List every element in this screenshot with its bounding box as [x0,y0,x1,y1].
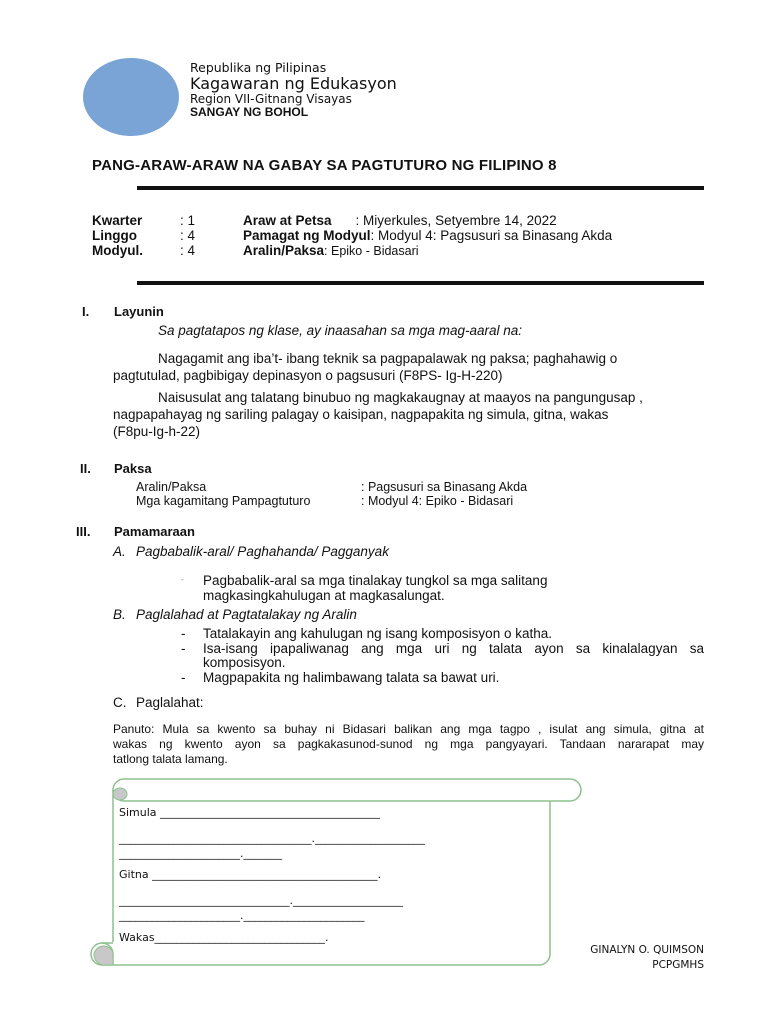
title-rule [137,186,704,190]
objective-1-line-1: Nagagamit ang iba’t- ibang teknik sa pagpapalawak ng paksa; paghahawig o [158,351,618,366]
gitna-line-3[interactable]: ______________________.______________________ [119,909,365,922]
step-c-text: Paglalahat: [136,695,204,710]
objective-2-line-2: nagpapahayag ng sariling palagay o kaisipan, nagpapakita ng simula, gitna, wakas [113,407,609,422]
school-name: PCPGMHS [652,959,704,971]
deped-logo [83,58,179,136]
gitna-line[interactable]: Gitna _________________________________________. [119,868,382,881]
layunin-intro: Sa pagtatapos ng klase, ay inaasahan sa mga mag-aaral na: [158,323,522,338]
modyul-label: Modyul. [92,243,143,258]
objective-1-line-2: pagtutulad, pagbibigay depinasyon o pagsusuri (F8PS- Ig-H-220) [113,368,503,383]
pamagat-row [243,228,612,243]
objective-2-line-1: Naisusulat ang talatang binubuo ng magkakaugnay at maayos na pangungusap , [158,390,643,405]
paksa-row-2-value: : Modyul 4: Epiko - Bidasari [361,494,514,508]
araw-value: : Miyerkules, Setyembre 14, 2022 [355,213,557,228]
panuto-line-3: tatlong talata lamang. [113,752,228,766]
linggo-label: Linggo [92,228,137,243]
aralin-label: Aralin/Paksa [243,243,325,258]
step-b-item-1: Tatalakayin ang kahulugan ng isang komposisyon o katha. [203,626,552,641]
paksa-title: Paksa [114,461,152,476]
aralin-value: : Epiko - Bidasari [324,244,419,258]
step-b-dash-1: - [181,626,186,641]
paksa-row-1-value: : Pagsusuri sa Binasang Akda [361,480,528,494]
header-republic: Republika ng Pilipinas [190,60,327,75]
step-b-text: Paglalahad at Pagtatalakay ng Aralin [136,607,357,622]
simula-line-3[interactable]: ______________________._______ [119,847,282,860]
layunin-title: Layunin [114,304,164,319]
info-rule [137,281,704,285]
step-a-item-line-2: magkasingkahulugan at magkasalungat. [203,588,445,603]
step-b-item-3: Magpapakita ng halimbawang talata sa bawat uri. [203,670,500,685]
modyul-value: : 4 [180,243,196,258]
step-a-bullet: - [181,575,184,584]
header-division: SANGAY NG BOHOL [190,105,309,119]
layunin-number: I. [82,304,90,319]
pamamaraan-number: III. [76,524,91,539]
wakas-line[interactable]: Wakas_______________________________. [119,931,329,944]
header-region: Region VII-Gitnang Visayas [190,92,352,106]
panuto-line-1: Panuto: Mula sa kwento sa buhay ni Bidasari balikan ang mga tagpo , isulat ang simula, gitna at [113,722,704,736]
objective-2-line-3: (F8pu-Ig-h-22) [113,424,201,439]
kwarter-value: : 1 [180,213,196,228]
gitna-line-2[interactable]: _______________________________.____________________ [119,894,403,907]
step-b-item-2-cont: komposisyon. [203,655,286,670]
step-a-item-line-1: Pagbabalik-aral sa mga tinalakay tungkol sa mga salitang [203,573,548,588]
araw-label: Araw at Petsa [243,213,332,228]
pamagat-value: : Modyul 4: Pagsusuri sa Binasang Akda [370,228,613,243]
pamagat-label: Pamagat ng Modyul [243,228,371,243]
step-a-text: Pagbabalik-aral/ Paghahanda/ Pagganyak [136,544,389,559]
teacher-name: GINALYN O. QUIMSON [590,944,704,956]
step-b-label: B. [113,607,126,622]
simula-line[interactable]: Simula ________________________________________ [119,806,381,819]
linggo-value: : 4 [180,228,196,243]
header-department: Kagawaran ng Edukasyon [190,74,397,93]
araw-row [243,213,557,228]
paksa-number: II. [80,461,91,476]
kwarter-label: Kwarter [92,213,143,228]
step-b-dash-3: - [181,670,186,685]
step-b-dash-2: - [181,641,186,656]
aralin-row [243,243,419,258]
panuto-line-2: wakas ng kwento ayon sa pagkakasunod-sunod ng mga pangyayari. Tandaan nararapat may [113,737,704,751]
step-b-item-2: Isa-isang ipapaliwanag ang mga uri ng talata ayon sa kinalalagyan sa [203,641,704,656]
page-title: PANG-ARAW-ARAW NA GABAY SA PAGTUTURO NG FILIPINO 8 [92,157,557,174]
paksa-row-1-label: Aralin/Paksa [136,480,207,494]
step-a-label: A. [113,544,126,559]
simula-line-2[interactable]: ___________________________________.____________________ [119,832,425,845]
pamamaraan-title: Pamamaraan [114,524,195,539]
step-c-label: C. [113,695,127,710]
paksa-row-2-label: Mga kagamitang Pampagtuturo [136,494,311,508]
